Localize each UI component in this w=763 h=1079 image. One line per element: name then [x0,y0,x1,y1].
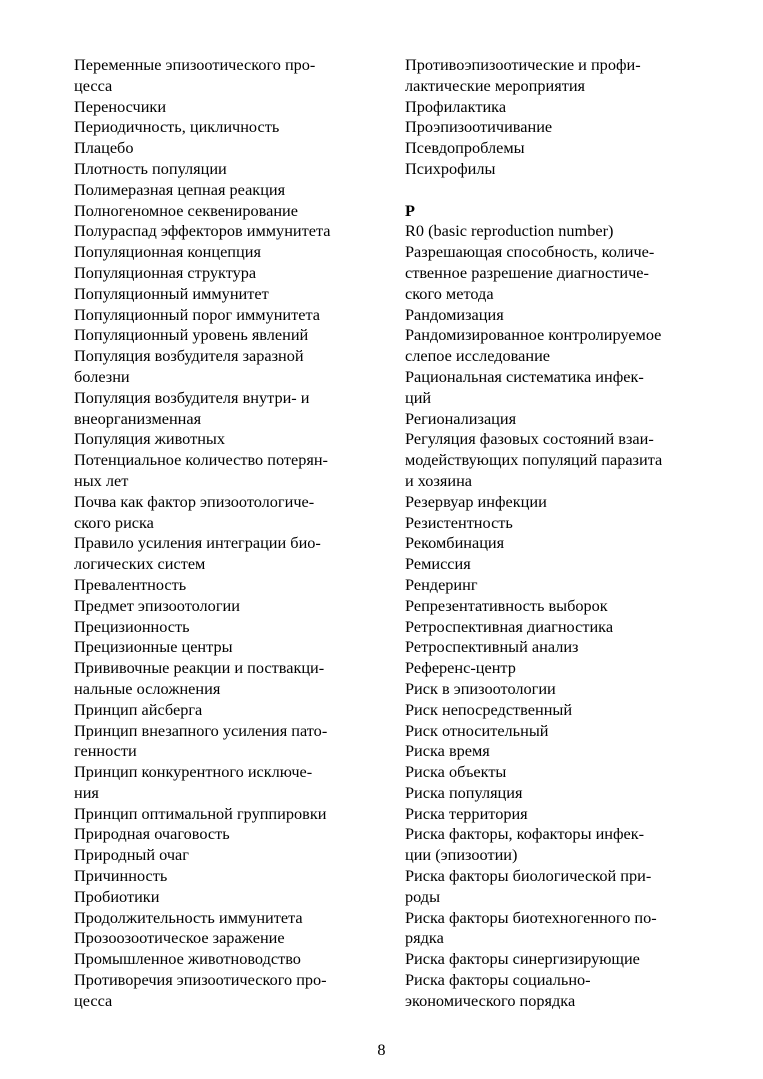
index-entry: Популяционная структура [74,262,257,282]
index-entry: Риска территория [405,803,528,823]
index-entry: Популяция животных [74,429,226,449]
index-entry: Псевдопроблемы [405,138,525,158]
index-entry: Риска факторы, кофакторы инфек- ции (эпизоотии) [405,824,645,865]
index-entry: Риск относительный [405,720,549,740]
index-entry: Полногеномное секвенирование [74,200,298,220]
index-entry: Переменные эпизоотического про- цесса [74,55,316,95]
index-entry: Противоэпизоотические и профи- лактические мероприятия [405,55,641,95]
index-entry: Рекомбинация [405,533,505,553]
index-entry: Продолжительность иммунитета [74,907,303,927]
section-letter-heading: Р [405,200,415,220]
index-entry: Ремиссия [405,554,471,574]
index-entry: Разрешающая способность, количе- ственное разрешение диагностиче- ского метода [405,242,655,303]
index-entry: Принцип конкурентного исключе- ния [74,762,313,802]
index-entry: Периодичность, цикличность [74,117,280,137]
index-entry: Риск непосредственный [405,699,573,719]
index-entry: Популяция возбудителя внутри- и внеорганизменная [74,387,310,428]
index-entry: Популяционный порог иммунитета [74,304,321,324]
index-entry: Причинность [74,866,168,886]
index-entry: Резистентность [405,512,513,532]
index-entry: Резервуар инфекции [405,491,547,511]
right-column-top-entries [405,55,705,180]
index-entry: Популяционный иммунитет [74,283,269,303]
index-entry: Популяционный уровень явлений [74,325,309,345]
index-entry: Плацебо [74,138,134,158]
index-entry: Регионализация [405,408,517,428]
index-entry: Полураспад эффекторов иммунитета [74,221,331,241]
section-spacer [405,180,705,201]
index-entry: Почва как фактор эпизоотологиче- ского риска [74,491,315,532]
index-entry: Ретроспективный анализ [405,637,579,657]
right-column-bottom-entries [405,221,705,1011]
index-entry: Переносчики [74,96,167,116]
index-entry: Популяционная концепция [74,242,261,262]
page-number: 8 [377,1040,386,1059]
index-entry: Риска факторы биотехногенного по- рядка [405,907,657,948]
index-entry: Природная очаговость [74,824,230,844]
index-entry: Рандомизированное контролируемое слепое исследование [405,325,662,366]
index-entry: Противоречия эпизоотического про- цесса [74,970,327,1010]
left-column [74,55,374,1012]
index-entry: Психрофилы [405,158,496,178]
index-entry: Рендеринг [405,574,478,594]
index-entry: Прививочные реакции и поствакци- нальные осложнения [74,658,325,698]
index-entry: Принцип оптимальной группировки [74,803,327,823]
index-entry: Плотность популяции [74,158,227,178]
index-entry: Промышленное животноводство [74,949,301,969]
index-entry: Прецизионность [74,616,190,636]
index-entry: Профилактика [405,96,507,116]
index-entry: Природный очаг [74,845,189,865]
index-entry: Риска объекты [405,762,507,782]
index-entry: Потенциальное количество потерян- ных лет [74,450,328,490]
index-entry: Риска факторы синергизирующие [405,949,640,969]
index-entry: Проэпизоотичивание [405,117,553,137]
index-entry: Риска время [405,741,490,761]
index-entry: Принцип айсберга [74,699,203,719]
index-entry: Регуляция фазовых состояний взаи- модействующих популяций паразита и хозяина [405,429,663,490]
index-entry: Референс-центр [405,658,516,678]
index-entry: R0 (basic reproduction number) [405,221,614,241]
index-entry: Прецизионные центры [74,637,233,657]
index-entry: Риска факторы биологической при- роды [405,866,652,906]
index-entry: Рандомизация [405,304,504,324]
index-entry: Риска факторы социально- экономического порядка [405,970,591,1010]
index-entry: Риск в эпизоотологии [405,678,556,698]
index-entry: Превалентность [74,574,187,594]
index-entry: Принцип внезапного усиления пато- генности [74,720,328,761]
index-entry: Правило усиления интеграции био- логических систем [74,533,321,574]
index-entry: Ретроспективная диагностика [405,616,614,636]
index-entry: Репрезентативность выборок [405,595,608,615]
index-entry: Рациональная систематика инфек- ций [405,366,644,407]
index-entry: Популяция возбудителя заразной болезни [74,346,304,386]
right-column [405,55,705,1012]
index-entry: Риска популяция [405,782,523,802]
index-entry: Предмет эпизоотологии [74,595,240,615]
index-entry: Полимеразная цепная реакция [74,179,286,199]
index-entry: Пробиотики [74,886,160,906]
index-entry: Прозоозоотическое заражение [74,928,285,948]
